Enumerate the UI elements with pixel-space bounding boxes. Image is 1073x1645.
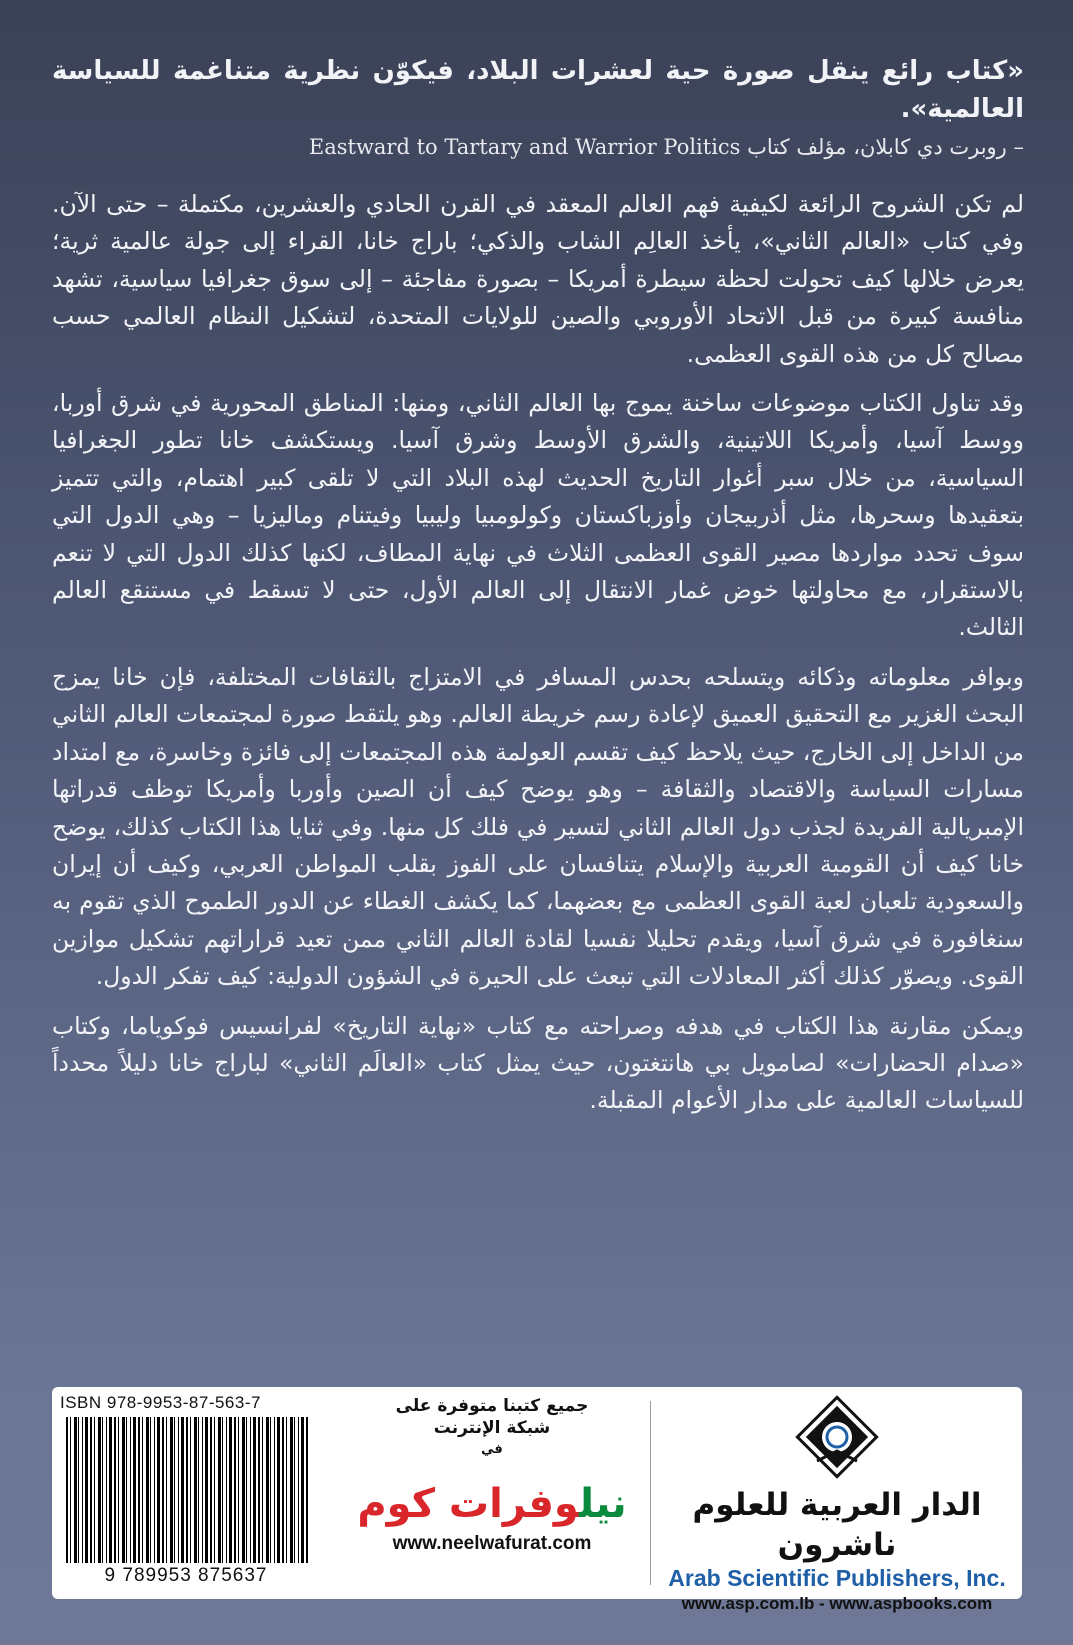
barcode-block bbox=[60, 1393, 312, 1591]
barcode-digits: 9 789953 875637 bbox=[104, 1565, 268, 1586]
blurb-paragraph-4: ويمكن مقارنة هذا الكتاب في هدفه وصراحته مع كتاب «نهاية التاريخ» لفرانسيس فوكوياما، وكتاب «صدام الحضارات» لصامويل بي هانتغتون، حيث يمثل كتاب «العالَم الثاني» لباراج خانا دليلاً محدداً للسياسات العالمية على مدار الأعوام المقبلة. bbox=[52, 1011, 1024, 1115]
endorsement-attribution: – روبرت دي كابلان، مؤلف كتاب Eastward to Tartary and Warrior Politics bbox=[308, 135, 1024, 159]
publisher-logo-icon bbox=[795, 1395, 879, 1479]
panel-divider bbox=[650, 1401, 651, 1585]
neelwafurat-logo-part-2: وفرات bbox=[448, 1481, 579, 1527]
online-availability-line-3: في bbox=[481, 1442, 503, 1457]
online-availability-line-1: جميع كتبنا متوفرة على bbox=[395, 1396, 589, 1416]
isbn-label: ISBN 978-9953-87-563-7 bbox=[60, 1393, 261, 1412]
online-availability-line-2: شبكة الإنترنت bbox=[433, 1418, 551, 1438]
barcode-bars bbox=[66, 1417, 308, 1563]
neelwafurat-url[interactable]: www.neelwafurat.com bbox=[392, 1533, 592, 1554]
publisher-urls[interactable]: www.asp.com.lb - www.aspbooks.com bbox=[681, 1594, 993, 1613]
neelwafurat-block bbox=[342, 1395, 642, 1591]
publisher-name-english: Arab Scientific Publishers, Inc. bbox=[668, 1565, 1006, 1591]
neelwafurat-logo-part-3: كوم bbox=[357, 1481, 435, 1527]
publisher-block bbox=[657, 1391, 1017, 1613]
neelwafurat-logo-part-1: نيل bbox=[578, 1481, 627, 1527]
endorsement-quote: «كتاب رائع ينقل صورة حية لعشرات البلاد، فيكوّن نظرية متناغمة للسياسة العالمية». bbox=[52, 56, 1024, 124]
blurb-paragraph-3: وبوافر معلوماته وذكائه ويتسلحه بحدس المسافر في الامتزاج بالثقافات المختلفة، فإن خانا يمزج البحث الغزير مع التحقيق العميق لإعادة رسم خريطة العالم. وهو يلتقط صورة لمجتمعات العالم الثاني من الداخل إلى الخارج، حيث يلاحظ كيف تقسم العولمة هذه المجتمعات إلى فائزة وخاسرة، مع امتداد مسارات السياسة والاقتصاد والثقافة – وهو يوضح كيف أن الصين وأوربا وأمريكا توظف قدراتها الإمبريالية الفريدة لجذب دول العالم الثاني لتسير في فلك كل منها. وفي ثنايا هذا الكتاب كذلك، يوضح خانا كيف أن القومية العربية والإسلام يتنافسان على الفوز بقلب المواطن العربي، وكيف أن إيران والسعودية تلعبان لعبة القوى العظمى مع بعضهما، كما يكشف الغطاء عن الدور الطموح الذي تقوم به سنغافورة في شرق آسيا، ويقدم تحليلا نفسيا لقادة العالم الثاني ممن تعيد قراراتهم تشكيل موازين القوى. ويصوّر كذلك أكثر المعادلات التي تبعث على الحيرة في الشؤون الدولية: كيف تفكر الدول. bbox=[52, 662, 1024, 991]
publisher-name-arabic: الدار العربية للعلوم ناشرون bbox=[692, 1487, 982, 1563]
blurb-paragraph-2: وقد تناول الكتاب موضوعات ساخنة يموج بها العالم الثاني، ومنها: المناطق المحورية في شرق أوربا، ووسط آسيا، وأمريكا اللاتينية، والشرق الأوسط وشرق آسيا. ويستكشف خانا تطور الجغرافيا السياسية، من خلال سبر أغوار التاريخ الحديث لهذه البلاد التي لا تلقى كبير اهتمام، والتي تتميز بتعقيدها وسحرها، مثل أذربيجان وأوزباكستان وكولومبيا وليبيا وفيتنام وماليزيا – وهي الدول التي سوف تحدد مواردها مصير القوى العظمى الثلاث في نهاية المطاف، لكنها كذلك الدول التي لا تنعم بالاستقرار، مع محاولتها خوض غمار الانتقال إلى العالم الأول، حتى لا تسقط في مستنقع العالم الثالث. bbox=[52, 389, 1024, 642]
blurb-paragraph-1: لم تكن الشروح الرائعة لكيفية فهم العالم المعقد في القرن الحادي والعشرين، مكتملة – حتى الآن. وفي كتاب «العالم الثاني»، يأخذ العالِم الشاب والذكي؛ باراج خانا، القراء إلى جولة عالمية ثرية؛ يعرض خلالها كيف تحولت لحظة سيطرة أمريكا – بصورة مفاجئة – إلى سوق جغرافيا سياسية، تشهد منافسة كبيرة من قبل الاتحاد الأوروبي والصين للولايات المتحدة، لتشكيل النظام العالمي حسب مصالح كل من هذه القوى العظمى. bbox=[52, 190, 1024, 368]
neelwafurat-logo bbox=[342, 1481, 642, 1527]
publisher-panel bbox=[52, 1387, 1022, 1613]
back-cover-text bbox=[52, 52, 1024, 1132]
